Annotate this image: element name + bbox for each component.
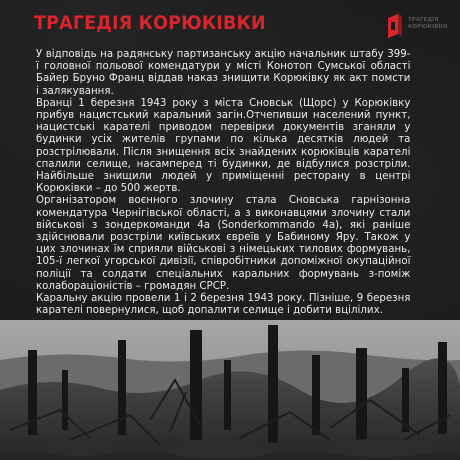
page-title: ТРАГЕДІЯ КОРЮКІВКИ (34, 12, 266, 34)
logo (386, 14, 450, 40)
burned-village-photo (0, 320, 460, 460)
paragraph-2: Вранці 1 березня 1943 року з міста Сновськ (Щорс) у Корюківку прибув нацистський каральний загін.Отчепивши населений пункт, нацистські карателі приводом перевірки документів зганяли у будинки усіх жителів групами по кілька десятків людей та розстрілювали. Після знищення всіх знайдених корюківців карателі спалили селище, насамперед ті будинки, де відбулися розстріли. Найбільше знищили людей у приміщенні ресторану в центрі Корюківки – до 500 жертв. (36, 96, 411, 195)
logo-text: ТРАГЕДІЯ КОРЮКІВКИ (408, 17, 448, 30)
logo-icon (386, 14, 404, 38)
paragraph-3: Організатором воєнного злочину стала Сновська гарнізонна комендатура Чернігівської області, а з виконавцями злочину стали військові з зондеркоманди 4а (Sonderkommando 4a), які раніше здійснювали розстріли київських євреїв у Бабиному Яру. Також у цих злочинах їм сприяли військові з німецьких тилових формувань, 105-ї легкої угорської дивізії, співробітники допоміжної окупаційної поліції та солдати спеціальних каральних формувань з-поміж колабораціоністів – громадян СРСР. (36, 194, 411, 292)
paragraph-1: У відповідь на радянську партизанську акцію начальник штабу 399-ї головної польової комендатури у місті Конотоп Сумської області Байер Бруно Франц віддав наказ знищити Корюківку як акт помсти і залякування. (36, 48, 411, 97)
article-body (36, 48, 410, 316)
paragraph-4: Каральну акцію провели 1 і 2 березня 1943 року. Пізніше, 9 березня карателі повернулися, щоб допалити селище і добити вцілілих. (36, 292, 411, 317)
